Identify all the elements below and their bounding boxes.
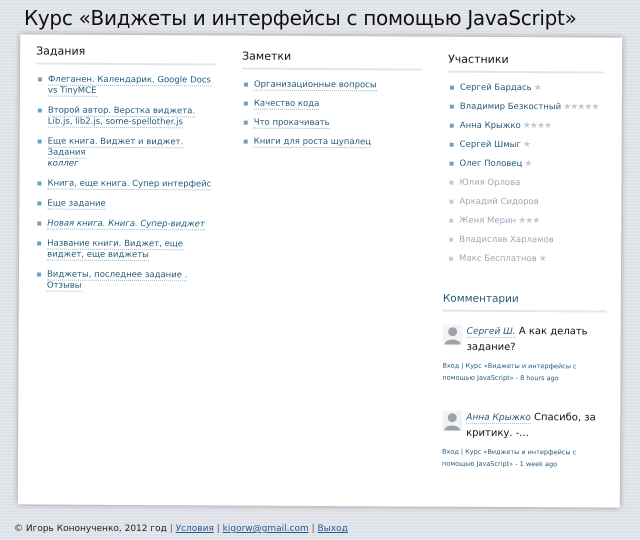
comment-text	[467, 324, 607, 356]
footer	[14, 524, 348, 534]
email-link[interactable]: kigorw@gmail.com	[222, 524, 309, 534]
participant-item[interactable]	[447, 235, 603, 247]
logout-link[interactable]: Выход	[317, 524, 348, 534]
participant-name[interactable]: Макс Бесплатнов	[459, 253, 537, 265]
tasks-column	[35, 45, 216, 293]
comment-meta[interactable]: Вход | Курс «Виджеты и интерфейсы с помощью JavaScript» - 1 week ago	[441, 447, 577, 469]
comments-heading: Комментарии	[443, 293, 607, 313]
participant-item[interactable]	[448, 159, 604, 171]
comment-author-link[interactable]: Анна Крыжко	[466, 412, 531, 424]
notes-column	[242, 50, 423, 149]
participant-item[interactable]	[447, 216, 603, 228]
comment-body: Спасибо, за критику. -...	[466, 412, 596, 440]
task-item	[36, 75, 216, 98]
user-avatar-icon	[443, 325, 463, 345]
task-link[interactable]: Еще книга. Виджет и виджет. Задания	[47, 136, 184, 158]
participant-item[interactable]	[448, 102, 604, 114]
task-link[interactable]: Новая книга. Книга. Супер-виджет	[47, 218, 205, 230]
page-title: Курс «Виджеты и интерфейсы с помощью JavaScript»	[24, 6, 577, 30]
task-link[interactable]: Книга, еще книга. Супер интерфейс	[47, 178, 212, 190]
note-link[interactable]: Качество кода	[253, 98, 320, 109]
rating-stars-icon: ★	[524, 159, 532, 170]
tasks-heading: Задания	[36, 45, 216, 66]
comment-item	[442, 324, 606, 385]
rating-stars-icon: ★★★★	[522, 121, 552, 132]
participants-list	[447, 83, 604, 266]
note-item	[242, 118, 422, 130]
participant-name[interactable]: Юлия Орлова	[459, 177, 521, 189]
participant-name[interactable]: Женя Мерин	[459, 215, 517, 227]
notes-list	[242, 80, 422, 149]
terms-link[interactable]: Условия	[175, 524, 214, 534]
participant-item[interactable]	[448, 83, 604, 95]
task-link[interactable]: Виджеты, последнее задание . Отзывы	[46, 269, 188, 291]
task-extra-link[interactable]: коллег	[47, 158, 79, 169]
notes-heading: Заметки	[242, 50, 422, 71]
note-link[interactable]: Книги для роста щупалец	[253, 136, 372, 148]
participant-name[interactable]: Олег Половец	[459, 158, 523, 170]
footer-separator: |	[308, 524, 318, 534]
comments-section	[442, 293, 607, 471]
participants-column	[447, 53, 604, 266]
task-item	[36, 137, 216, 171]
note-link[interactable]: Организационные вопросы	[253, 79, 377, 91]
task-item	[35, 239, 215, 262]
participant-item[interactable]	[447, 178, 603, 190]
comment-body: А как делать задание?	[466, 326, 588, 354]
participant-name[interactable]: Аркадий Сидоров	[459, 196, 539, 208]
participant-name[interactable]: Владимир Безкостный	[459, 101, 562, 113]
task-item	[35, 199, 215, 211]
participant-name[interactable]: Анна Крыжко	[459, 120, 521, 132]
task-link[interactable]: Название книги. Виджет, еще виджет, еще виджеты	[47, 238, 184, 261]
participant-item[interactable]	[447, 197, 603, 209]
task-item	[35, 179, 215, 191]
rating-stars-icon: ★★★	[518, 216, 540, 227]
rating-stars-icon: ★	[533, 83, 541, 94]
note-link[interactable]: Что прокачивать	[253, 117, 330, 129]
task-link[interactable]: Флеганен. Календарик. Google Docs vs TinyMCE	[47, 74, 211, 96]
task-item	[36, 106, 216, 129]
footer-separator: |	[213, 524, 223, 534]
rating-stars-icon: ★	[538, 254, 546, 265]
participant-name[interactable]: Сергей Шмыг	[459, 139, 521, 151]
participant-name[interactable]: Владислав Харламов	[459, 234, 554, 246]
note-item	[242, 99, 422, 111]
task-item	[35, 270, 215, 293]
note-item	[242, 80, 422, 92]
task-item	[35, 219, 215, 231]
user-avatar-icon	[442, 411, 462, 431]
task-link[interactable]: Второй автор. Верстка виджета. Lib.js, lib2.js, some-spellother.js	[47, 105, 196, 128]
content-sheet	[18, 34, 622, 507]
footer-separator: |	[166, 524, 176, 534]
footer-copyright: © Игорь Кононученко, 2012 год	[14, 524, 167, 534]
comment-item	[442, 410, 606, 471]
tasks-list	[35, 75, 216, 293]
rating-stars-icon: ★	[522, 140, 530, 151]
participant-item[interactable]	[448, 121, 604, 133]
comment-text	[466, 410, 606, 442]
comment-author-link[interactable]: Сергей Ш.	[466, 326, 516, 338]
comment-meta[interactable]: Вход | Курс «Виджеты и интерфейсы с помощью JavaScript» - 8 hours ago	[442, 361, 577, 383]
participant-name[interactable]: Сергей Бардась	[459, 82, 532, 94]
participant-item[interactable]	[447, 254, 603, 266]
task-link[interactable]: Еще задание	[47, 198, 106, 209]
participants-heading: Участники	[448, 53, 604, 74]
note-item	[242, 137, 422, 149]
participant-item[interactable]	[448, 140, 604, 152]
comments-list	[442, 324, 607, 471]
rating-stars-icon: ★★★★★	[563, 102, 599, 113]
